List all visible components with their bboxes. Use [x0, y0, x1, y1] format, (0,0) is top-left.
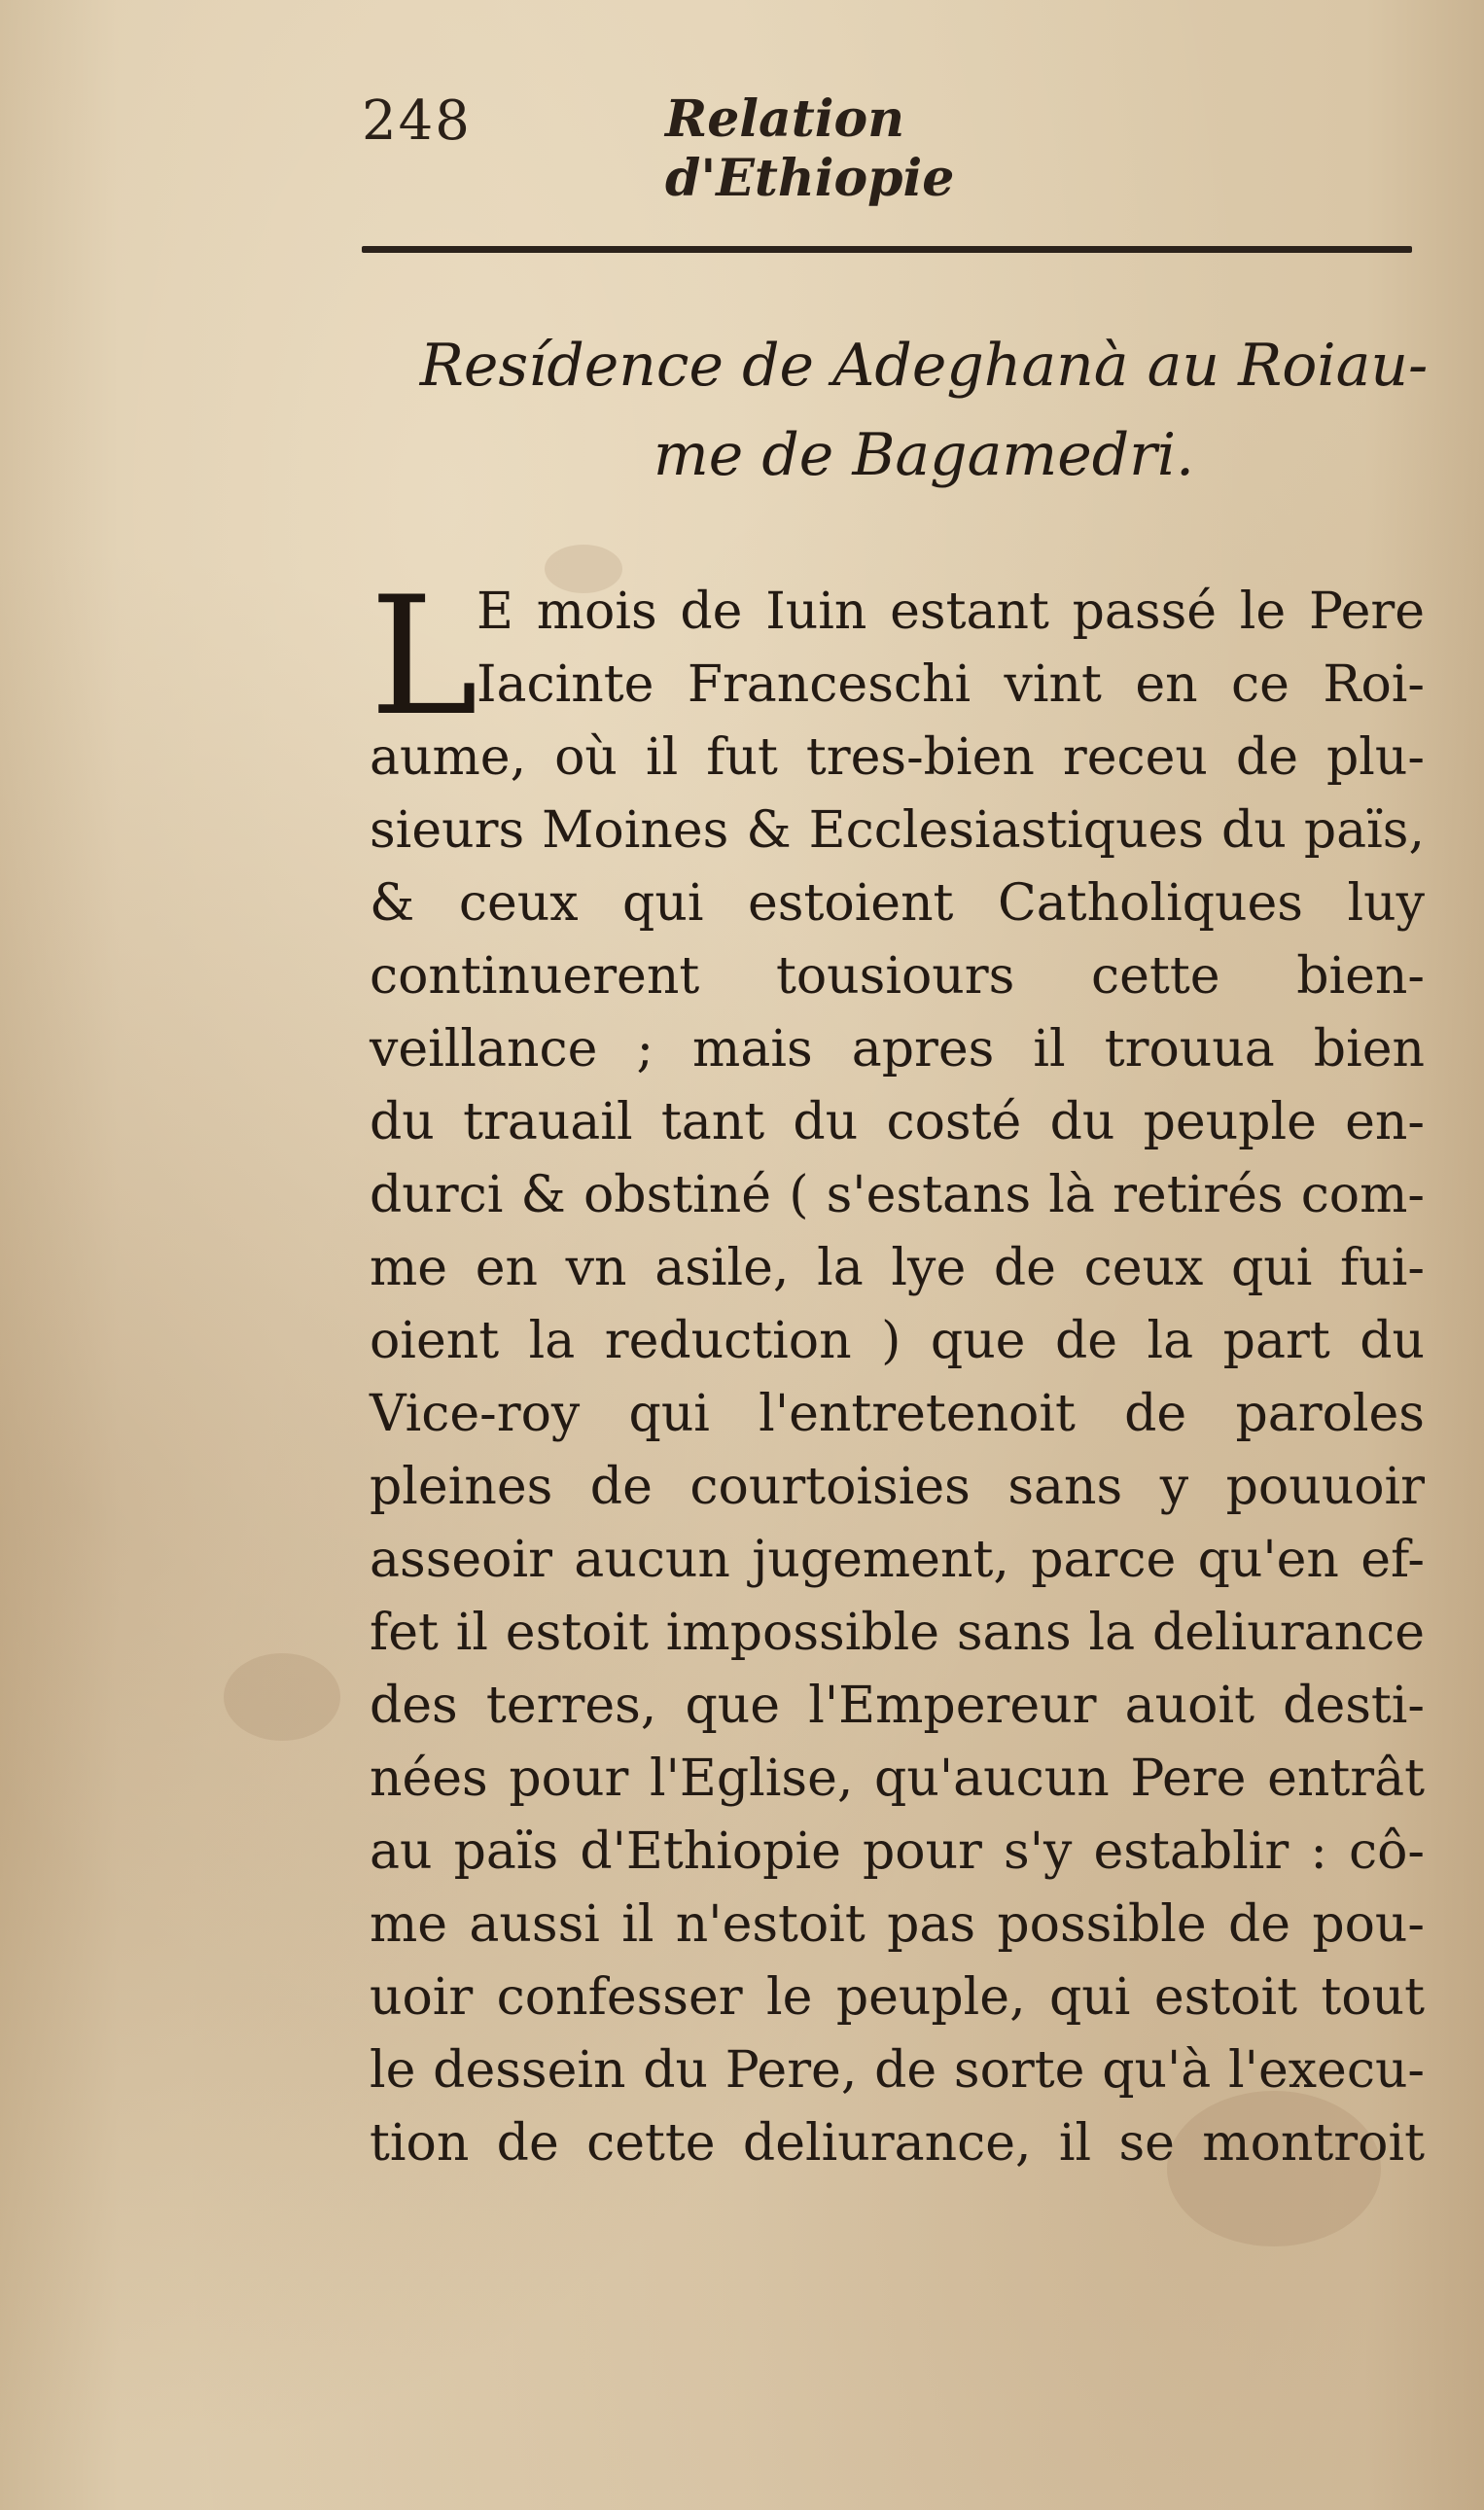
- text-line: me aussi il n'estoit pas possible de pou-: [370, 1895, 1425, 1954]
- text-line: du trauail tant du costé du peuple en-: [370, 1093, 1425, 1151]
- page-header: [362, 80, 1159, 208]
- text-line: uoir confesser le peuple, qui estoit tout: [370, 1968, 1425, 2027]
- section-title: [408, 321, 1439, 500]
- text-line: au païs d'Ethiopie pour s'y establir : cô-: [370, 1822, 1425, 1881]
- body-text: [370, 561, 1425, 2180]
- text-line: le dessein du Pere, de sorte qu'à l'execu-: [370, 2041, 1425, 2100]
- text-line: continuerent tousiours cette bien-: [370, 947, 1425, 1006]
- text-line: aume, où il fut tres-bien receu de plu-: [370, 728, 1425, 787]
- text-line: sieurs Moines & Ecclesiastiques du païs,: [370, 801, 1425, 860]
- text-line: pleines de courtoisies sans y pouuoir: [370, 1458, 1425, 1516]
- text-line: Vice-roy qui l'entretenoit de paroles: [370, 1385, 1425, 1443]
- section-title-line: Resídence de Adeghanà au Roiau-: [419, 332, 1429, 400]
- text-line: & ceux qui estoient Catholiques luy: [370, 874, 1425, 933]
- page-number: 248: [362, 89, 472, 153]
- text-line: fet il estoit impossible sans la deliurance: [370, 1604, 1425, 1662]
- text-line: nées pour l'Eglise, qu'aucun Pere entrât: [370, 1750, 1425, 1808]
- text-line: asseoir aucun jugement, parce qu'en ef-: [370, 1531, 1425, 1589]
- text-line: des terres, que l'Empereur auoit desti-: [370, 1677, 1425, 1735]
- running-head: Relation d'Ethiopie: [665, 89, 955, 208]
- text-line: durci & obstiné ( s'estans là retirés com-: [370, 1166, 1425, 1224]
- header-rule: [362, 246, 1412, 253]
- section-title-line: me de Bagamedri.: [653, 421, 1195, 489]
- text-line: E mois de Iuin estant passé le Pere: [477, 583, 1425, 641]
- text-line: tion de cette deliurance, il se montroit: [370, 2114, 1425, 2173]
- drop-cap: L: [370, 561, 478, 752]
- text-line: veillance ; mais apres il trouua bien: [370, 1020, 1425, 1078]
- text-line: Iacinte Franceschi vint en ce Roi-: [477, 655, 1425, 714]
- paper-stain: [224, 1653, 340, 1741]
- text-line: oient la reduction ) que de la part du: [370, 1312, 1425, 1370]
- text-line: me en vn asile, la lye de ceux qui fui-: [370, 1239, 1425, 1297]
